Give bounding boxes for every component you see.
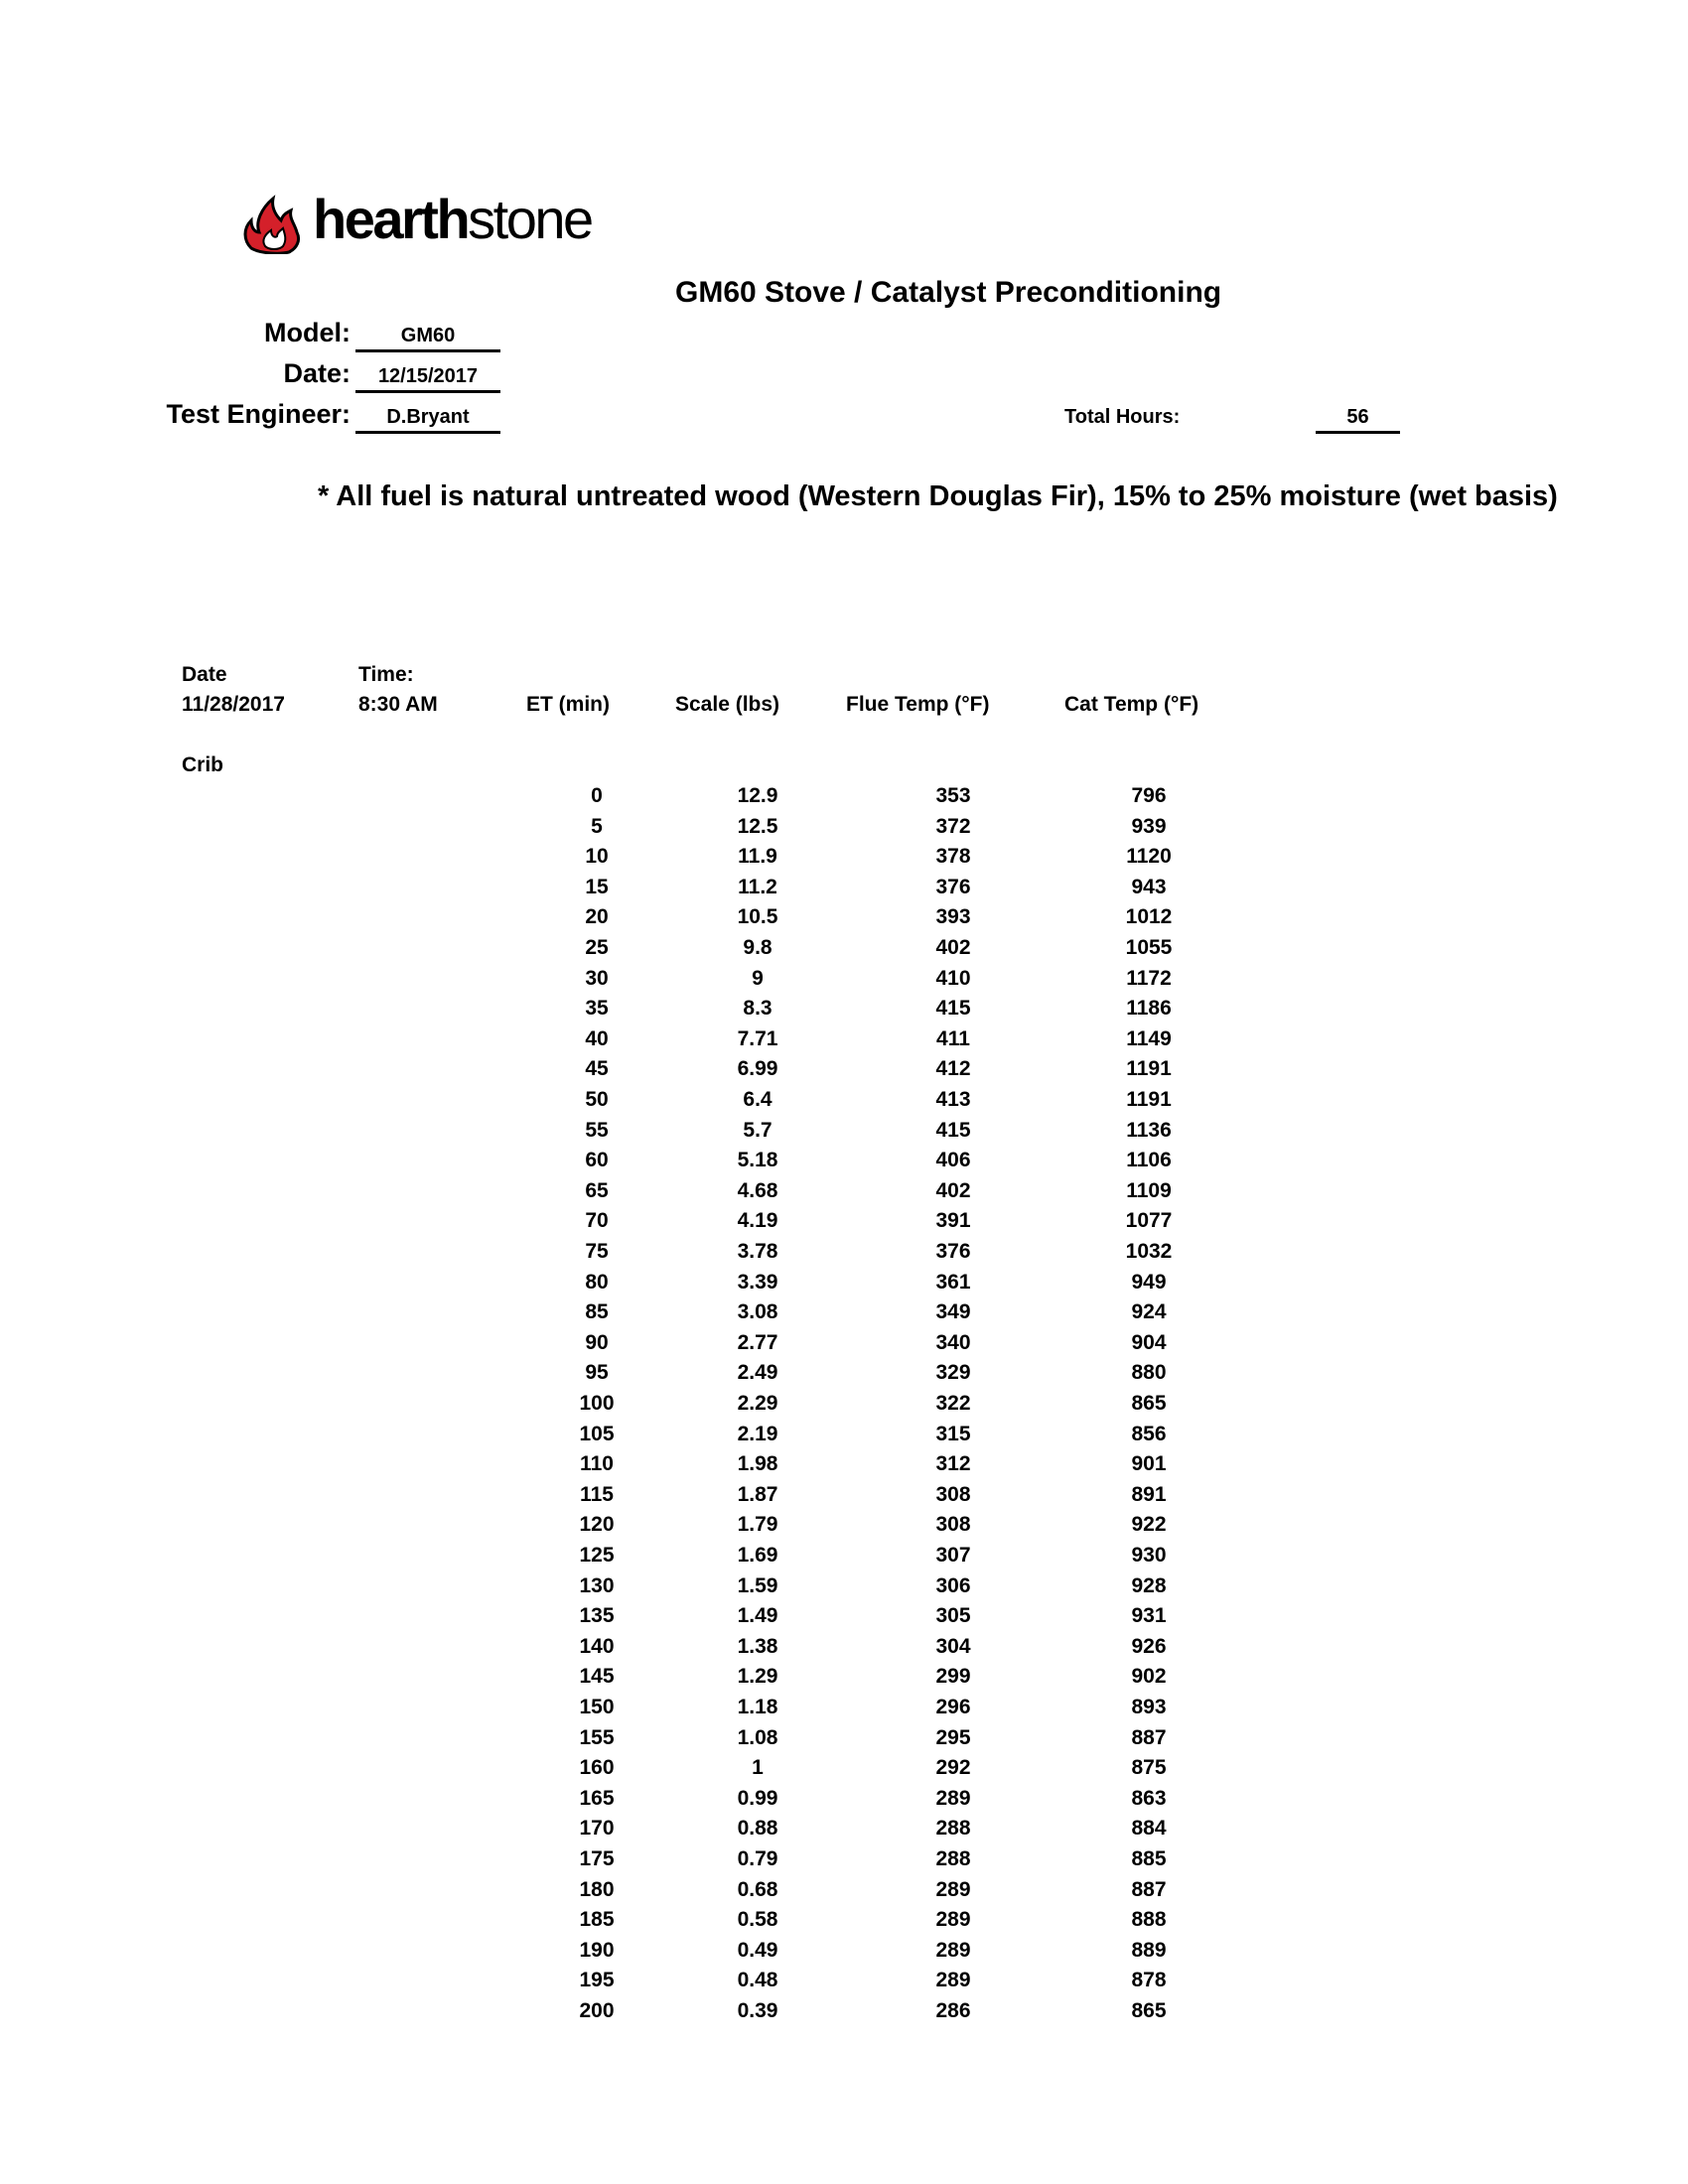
cat-temp-cell: 888 bbox=[1131, 1908, 1167, 1932]
test-engineer-label: Test Engineer: bbox=[166, 399, 351, 429]
et-cell: 45 bbox=[585, 1057, 609, 1081]
et-cell: 190 bbox=[579, 1938, 615, 1962]
brand-light: stone bbox=[468, 188, 592, 250]
scale-cell: 0.88 bbox=[737, 1817, 778, 1841]
et-cell: 165 bbox=[579, 1786, 615, 1810]
flue-temp-cell: 353 bbox=[935, 784, 971, 807]
flue-temp-cell: 372 bbox=[935, 814, 971, 838]
flue-temp-cell: 349 bbox=[935, 1300, 971, 1324]
et-cell: 85 bbox=[585, 1300, 609, 1324]
cat-temp-cell: 924 bbox=[1131, 1300, 1167, 1324]
cat-temp-cell: 865 bbox=[1131, 1999, 1167, 2022]
cat-temp-cell: 931 bbox=[1131, 1604, 1167, 1628]
cat-temp-cell: 884 bbox=[1131, 1817, 1167, 1841]
scale-cell: 6.99 bbox=[737, 1057, 778, 1081]
scale-cell: 2.49 bbox=[737, 1361, 778, 1385]
et-cell: 15 bbox=[585, 875, 609, 898]
et-cell: 65 bbox=[585, 1178, 609, 1202]
cat-temp-cell: 1191 bbox=[1126, 1088, 1172, 1111]
cat-temp-cell: 796 bbox=[1131, 784, 1167, 807]
et-cell: 115 bbox=[580, 1482, 614, 1506]
run-date-label: Date bbox=[182, 663, 227, 686]
flue-temp-cell: 411 bbox=[936, 1026, 970, 1050]
flue-temp-cell: 304 bbox=[935, 1634, 971, 1658]
col-header-et: ET (min) bbox=[526, 693, 610, 716]
run-date-value: 11/28/2017 bbox=[182, 693, 285, 716]
date-label: Date: bbox=[283, 358, 351, 388]
date-value: 12/15/2017 bbox=[355, 365, 500, 393]
cat-temp-cell: 1077 bbox=[1125, 1209, 1173, 1233]
scale-cell: 11.2 bbox=[738, 875, 777, 898]
cat-temp-cell: 1106 bbox=[1126, 1149, 1172, 1172]
run-time-value: 8:30 AM bbox=[358, 693, 438, 716]
scale-cell: 0.58 bbox=[737, 1908, 778, 1932]
et-cell: 50 bbox=[585, 1088, 609, 1111]
scale-cell: 1.98 bbox=[737, 1452, 778, 1476]
et-cell: 90 bbox=[585, 1330, 609, 1354]
cat-temp-cell: 887 bbox=[1131, 1725, 1167, 1749]
flame-logo-icon bbox=[241, 193, 307, 254]
flue-temp-cell: 376 bbox=[935, 1240, 971, 1263]
scale-cell: 3.39 bbox=[737, 1270, 778, 1294]
scale-cell: 1.79 bbox=[737, 1513, 778, 1537]
scale-cell: 12.9 bbox=[737, 784, 778, 807]
et-cell: 130 bbox=[579, 1573, 615, 1597]
et-cell: 5 bbox=[591, 814, 603, 838]
et-cell: 175 bbox=[579, 1847, 615, 1870]
flue-temp-cell: 289 bbox=[935, 1908, 971, 1932]
cat-temp-cell: 863 bbox=[1131, 1786, 1167, 1810]
scale-cell: 9.8 bbox=[743, 936, 773, 959]
et-cell: 70 bbox=[585, 1209, 609, 1233]
flue-temp-cell: 295 bbox=[935, 1725, 971, 1749]
et-cell: 100 bbox=[579, 1392, 615, 1415]
et-cell: 110 bbox=[580, 1452, 614, 1476]
cat-temp-cell: 887 bbox=[1131, 1877, 1167, 1901]
cat-temp-cell: 1136 bbox=[1126, 1118, 1172, 1142]
flue-temp-cell: 312 bbox=[935, 1452, 971, 1476]
scale-cell: 7.71 bbox=[737, 1026, 778, 1050]
cat-temp-cell: 1109 bbox=[1126, 1178, 1172, 1202]
et-cell: 105 bbox=[579, 1422, 615, 1445]
scale-cell: 4.19 bbox=[737, 1209, 778, 1233]
et-cell: 20 bbox=[585, 905, 609, 929]
brand-wordmark bbox=[313, 189, 592, 250]
flue-temp-cell: 393 bbox=[935, 905, 971, 929]
flue-temp-cell: 329 bbox=[935, 1361, 971, 1385]
flue-temp-cell: 289 bbox=[935, 1877, 971, 1901]
cat-temp-cell: 926 bbox=[1131, 1634, 1167, 1658]
flue-temp-cell: 406 bbox=[935, 1149, 971, 1172]
cat-temp-cell: 1012 bbox=[1125, 905, 1173, 929]
col-header-cat-temp: Cat Temp (°F) bbox=[1064, 693, 1199, 716]
scale-cell: 0.79 bbox=[737, 1847, 778, 1870]
cat-temp-cell: 1172 bbox=[1126, 966, 1172, 990]
flue-temp-cell: 289 bbox=[935, 1786, 971, 1810]
flue-temp-cell: 296 bbox=[935, 1696, 971, 1718]
scale-cell: 0.99 bbox=[737, 1786, 778, 1810]
flue-temp-cell: 415 bbox=[935, 997, 971, 1021]
flue-temp-cell: 415 bbox=[935, 1118, 971, 1142]
et-cell: 135 bbox=[579, 1604, 615, 1628]
scale-cell: 1 bbox=[752, 1756, 764, 1780]
scale-cell: 1.59 bbox=[737, 1573, 778, 1597]
fuel-note: * All fuel is natural untreated wood (Western Douglas Fir), 15% to 25% moisture (wet basis) bbox=[318, 480, 1558, 512]
flue-temp-cell: 410 bbox=[935, 966, 971, 990]
et-cell: 75 bbox=[585, 1240, 609, 1263]
scale-cell: 9 bbox=[752, 966, 764, 990]
cat-temp-cell: 1186 bbox=[1126, 997, 1172, 1021]
scale-cell: 1.49 bbox=[737, 1604, 778, 1628]
scale-cell: 3.08 bbox=[737, 1300, 778, 1324]
et-cell: 180 bbox=[579, 1877, 615, 1901]
cat-temp-cell: 889 bbox=[1131, 1938, 1167, 1962]
brand-bold: hearth bbox=[313, 188, 469, 250]
cat-temp-cell: 893 bbox=[1131, 1696, 1167, 1718]
et-cell: 95 bbox=[585, 1361, 609, 1385]
flue-temp-cell: 413 bbox=[935, 1088, 971, 1111]
scale-cell: 4.68 bbox=[737, 1178, 778, 1202]
scale-cell: 1.08 bbox=[737, 1725, 778, 1749]
flue-temp-cell: 299 bbox=[935, 1665, 971, 1689]
et-cell: 150 bbox=[579, 1696, 615, 1718]
test-engineer-value: D.Bryant bbox=[355, 406, 500, 434]
model-label: Model: bbox=[264, 318, 351, 347]
et-cell: 80 bbox=[585, 1270, 609, 1294]
model-value: GM60 bbox=[355, 325, 500, 352]
cat-temp-cell: 880 bbox=[1131, 1361, 1167, 1385]
scale-cell: 1.29 bbox=[737, 1665, 778, 1689]
flue-temp-cell: 288 bbox=[935, 1817, 971, 1841]
scale-cell: 0.68 bbox=[737, 1877, 778, 1901]
et-cell: 155 bbox=[579, 1725, 615, 1749]
flue-temp-cell: 340 bbox=[935, 1330, 971, 1354]
et-cell: 55 bbox=[585, 1118, 609, 1142]
flue-temp-cell: 288 bbox=[935, 1847, 971, 1870]
et-cell: 160 bbox=[579, 1756, 615, 1780]
flue-temp-cell: 315 bbox=[935, 1422, 971, 1445]
flue-temp-cell: 376 bbox=[935, 875, 971, 898]
scale-cell: 1.87 bbox=[737, 1482, 778, 1506]
cat-temp-cell: 901 bbox=[1131, 1452, 1167, 1476]
cat-temp-cell: 875 bbox=[1131, 1756, 1167, 1780]
scale-cell: 1.18 bbox=[737, 1696, 778, 1718]
et-cell: 200 bbox=[579, 1999, 615, 2022]
et-cell: 35 bbox=[585, 997, 609, 1021]
flue-temp-cell: 292 bbox=[935, 1756, 971, 1780]
cat-temp-cell: 928 bbox=[1131, 1573, 1167, 1597]
flue-temp-cell: 289 bbox=[935, 1938, 971, 1962]
cat-temp-cell: 1032 bbox=[1125, 1240, 1173, 1263]
scale-cell: 12.5 bbox=[737, 814, 778, 838]
scale-cell: 0.39 bbox=[737, 1999, 778, 2022]
flue-temp-cell: 305 bbox=[935, 1604, 971, 1628]
flue-temp-cell: 361 bbox=[935, 1270, 971, 1294]
scale-cell: 10.5 bbox=[737, 905, 778, 929]
et-cell: 195 bbox=[579, 1969, 615, 1992]
flue-temp-cell: 289 bbox=[935, 1969, 971, 1992]
et-cell: 30 bbox=[585, 966, 609, 990]
cat-temp-cell: 1120 bbox=[1126, 845, 1172, 869]
et-cell: 25 bbox=[585, 936, 609, 959]
scale-cell: 0.49 bbox=[737, 1938, 778, 1962]
cat-temp-cell: 1191 bbox=[1126, 1057, 1172, 1081]
flue-temp-cell: 402 bbox=[935, 1178, 971, 1202]
et-cell: 0 bbox=[591, 784, 603, 807]
document-title: GM60 Stove / Catalyst Preconditioning bbox=[675, 276, 1222, 309]
section-label: Crib bbox=[182, 753, 223, 776]
scale-cell: 1.38 bbox=[737, 1634, 778, 1658]
scale-cell: 2.29 bbox=[737, 1392, 778, 1415]
flue-temp-cell: 306 bbox=[935, 1573, 971, 1597]
cat-temp-cell: 943 bbox=[1131, 875, 1167, 898]
scale-cell: 2.19 bbox=[737, 1422, 778, 1445]
scale-cell: 3.78 bbox=[737, 1240, 778, 1263]
et-cell: 185 bbox=[579, 1908, 615, 1932]
total-hours-label: Total Hours: bbox=[1064, 406, 1181, 428]
scale-cell: 11.9 bbox=[738, 845, 777, 869]
scale-cell: 1.69 bbox=[737, 1544, 778, 1567]
et-cell: 170 bbox=[579, 1817, 615, 1841]
cat-temp-cell: 902 bbox=[1131, 1665, 1167, 1689]
scale-cell: 5.18 bbox=[737, 1149, 778, 1172]
flue-temp-cell: 308 bbox=[935, 1513, 971, 1537]
scale-cell: 6.4 bbox=[743, 1088, 773, 1111]
total-hours-value: 56 bbox=[1316, 406, 1400, 434]
scale-cell: 2.77 bbox=[737, 1330, 778, 1354]
cat-temp-cell: 865 bbox=[1131, 1392, 1167, 1415]
flue-temp-cell: 378 bbox=[935, 845, 971, 869]
cat-temp-cell: 878 bbox=[1131, 1969, 1167, 1992]
flue-temp-cell: 308 bbox=[935, 1482, 971, 1506]
run-time-label: Time: bbox=[358, 663, 414, 686]
flue-temp-cell: 322 bbox=[935, 1392, 971, 1415]
cat-temp-cell: 949 bbox=[1131, 1270, 1167, 1294]
flue-temp-cell: 402 bbox=[935, 936, 971, 959]
scale-cell: 8.3 bbox=[743, 997, 773, 1021]
cat-temp-cell: 930 bbox=[1131, 1544, 1167, 1567]
flue-temp-cell: 391 bbox=[935, 1209, 971, 1233]
et-cell: 145 bbox=[579, 1665, 615, 1689]
col-header-scale: Scale (lbs) bbox=[675, 693, 780, 716]
scale-cell: 5.7 bbox=[743, 1118, 773, 1142]
col-header-flue-temp: Flue Temp (°F) bbox=[846, 693, 990, 716]
flue-temp-cell: 286 bbox=[935, 1999, 971, 2022]
et-cell: 120 bbox=[579, 1513, 615, 1537]
flue-temp-cell: 307 bbox=[935, 1544, 971, 1567]
cat-temp-cell: 904 bbox=[1131, 1330, 1167, 1354]
cat-temp-cell: 922 bbox=[1131, 1513, 1167, 1537]
et-cell: 125 bbox=[579, 1544, 615, 1567]
flue-temp-cell: 412 bbox=[935, 1057, 971, 1081]
scale-cell: 0.48 bbox=[737, 1969, 778, 1992]
cat-temp-cell: 891 bbox=[1131, 1482, 1167, 1506]
cat-temp-cell: 856 bbox=[1131, 1422, 1167, 1445]
hearthstone-logo bbox=[241, 188, 592, 258]
cat-temp-cell: 939 bbox=[1131, 814, 1167, 838]
et-cell: 60 bbox=[585, 1149, 609, 1172]
et-cell: 10 bbox=[585, 845, 609, 869]
cat-temp-cell: 1055 bbox=[1125, 936, 1173, 959]
et-cell: 140 bbox=[579, 1634, 615, 1658]
et-cell: 40 bbox=[585, 1026, 609, 1050]
cat-temp-cell: 1149 bbox=[1126, 1026, 1172, 1050]
cat-temp-cell: 885 bbox=[1131, 1847, 1167, 1870]
